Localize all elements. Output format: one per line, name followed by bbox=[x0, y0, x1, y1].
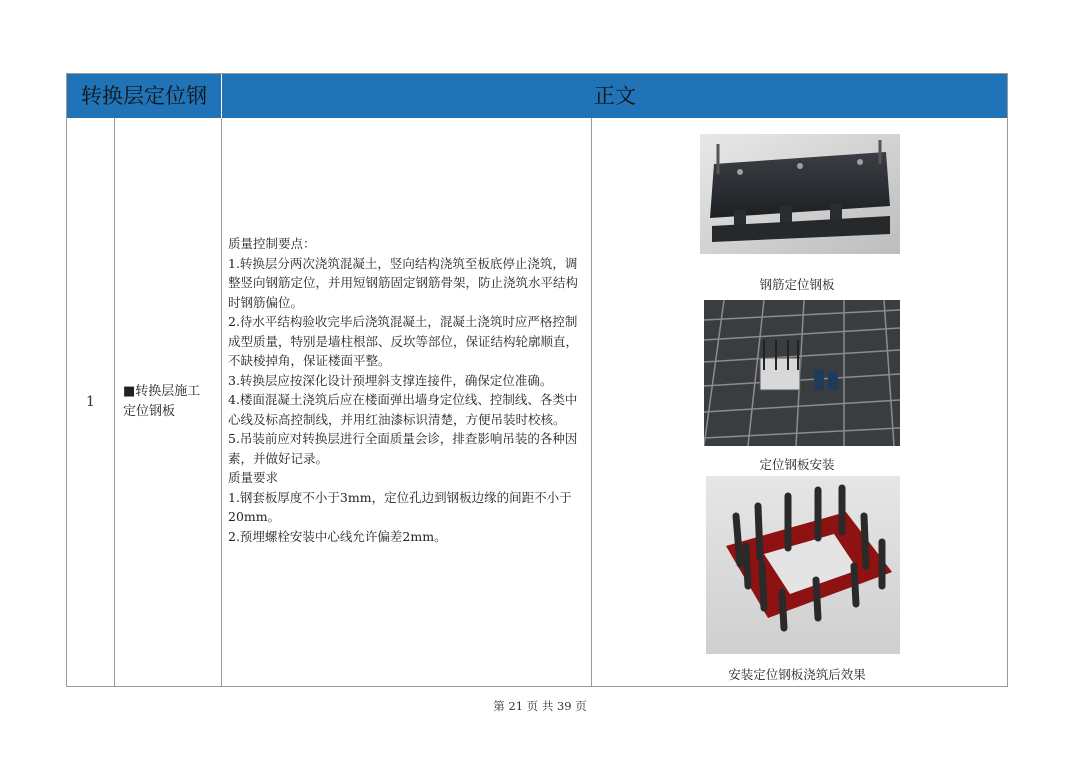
content-paragraph: 4.楼面混凝土浇筑后应在楼面弹出墙身定位线、控制线、各类中心线及标高控制线，并用红油漆标识清楚，方便吊装时校核。 bbox=[228, 392, 578, 427]
page-footer: 第 21 页 共 39 页 bbox=[493, 699, 587, 713]
figure-caption: 定位钢板安装 bbox=[759, 457, 835, 472]
content-paragraph: 2.待水平结构验收完毕后浇筑混凝土，混凝土浇筑时应严格控制成型质量，特别是墙柱根部、反坎等部位，保证结构轮廓顺直，不缺棱掉角，保证楼面平整。 bbox=[228, 314, 579, 368]
header-body-label: 正文 bbox=[594, 84, 636, 108]
content-paragraph: 1.转换层分两次浇筑混凝土，竖向结构浇筑至板底停止浇筑，调整竖向钢筋定位，并用短钢筋固定钢筋骨架，防止浇筑水平结构时钢筋偏位。 bbox=[228, 255, 579, 310]
content-paragraph: 2.预埋螺栓安装中心线允许偏差2mm。 bbox=[228, 528, 447, 544]
row-item-title: ■转换层施工定位钢板 bbox=[123, 384, 201, 419]
content-paragraph: 5.吊装前应对转换层进行全面质量会诊，排查影响吊装的各种因素，并做好记录。 bbox=[228, 431, 578, 466]
content-heading: 质量控制要点： bbox=[228, 236, 316, 251]
content-paragraph: 1.钢套板厚度不小于3mm，定位孔边到钢板边缘的间距不小于20mm。 bbox=[228, 489, 572, 524]
table-header bbox=[67, 74, 1007, 118]
header-title: 转换层定位钢 bbox=[67, 74, 222, 118]
figure-caption: 安装定位钢板浇筑后效果 bbox=[728, 667, 866, 682]
figure-caption: 钢筋定位钢板 bbox=[759, 277, 835, 292]
content-paragraph: 3.转换层应按深化设计预埋斜支撑连接件，确保定位准确。 bbox=[228, 372, 553, 388]
row-number: 1 bbox=[86, 394, 95, 410]
positioning-plate-photo bbox=[700, 134, 900, 254]
row-content bbox=[222, 118, 591, 686]
content-heading: 质量要求 bbox=[228, 470, 279, 485]
content-table bbox=[66, 73, 1008, 687]
row-images bbox=[592, 118, 1007, 686]
plate-installation-photo bbox=[704, 300, 900, 446]
post-pour-effect-render bbox=[706, 476, 900, 654]
